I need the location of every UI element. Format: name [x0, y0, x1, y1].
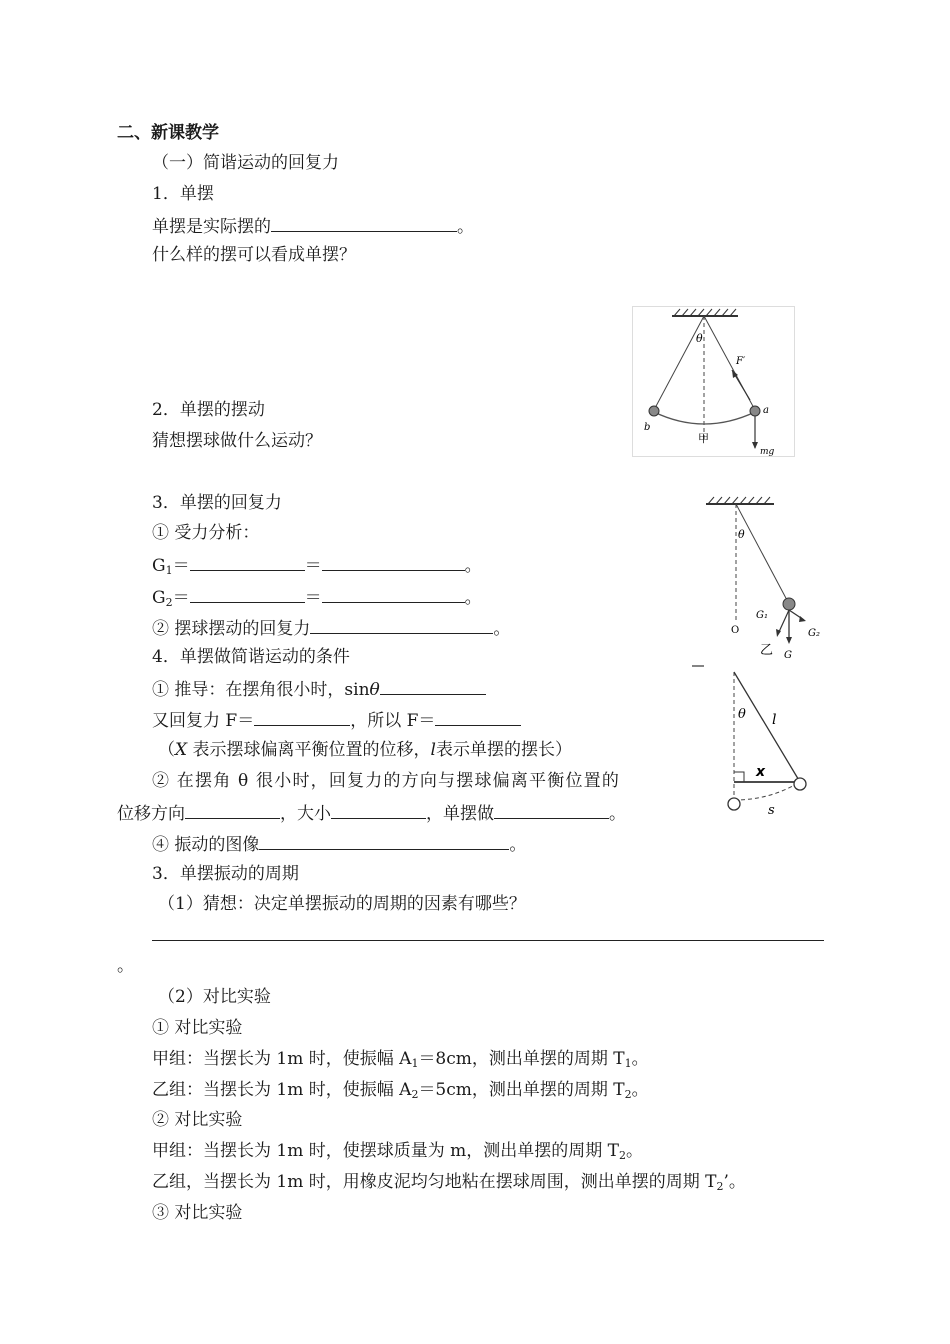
displaced-bob	[794, 778, 806, 790]
origin-label: O	[731, 625, 740, 636]
guess-end: 。	[117, 956, 134, 976]
g-label: G	[784, 650, 792, 661]
derivation-text: ① 推导：在摆角很小时，sin	[152, 680, 370, 700]
direction-line	[117, 801, 626, 825]
theta-label: θ	[738, 528, 745, 541]
equals-sign: ＝	[304, 556, 322, 576]
g2-label: G	[152, 588, 166, 608]
subscript: 1	[624, 1057, 632, 1070]
restore-blank-2[interactable]	[435, 708, 521, 726]
arc-label: s	[768, 803, 775, 818]
right-angle-mark	[734, 772, 744, 782]
note-x: X	[175, 740, 188, 760]
equals-sign: ＝	[172, 588, 190, 608]
g1-subscript: 1	[165, 564, 173, 577]
heading-period: 3．单摆振动的周期	[152, 864, 299, 884]
small-angle-line: ② 在摆角 θ 很小时，回复力的方向与摆球偏离平衡位置的	[152, 771, 621, 791]
section-title: 二、新课教学	[117, 123, 219, 143]
direction-text-a: 位移方向	[117, 804, 185, 824]
g1-blank-1[interactable]	[190, 553, 305, 571]
exp2-heading: ② 对比实验	[152, 1110, 243, 1130]
question-motion: 猜想摆球做什么运动？	[152, 431, 322, 451]
gravity-arrowhead	[752, 442, 758, 449]
guess-line: （1）猜想：决定单摆振动的周期的因素有哪些？	[158, 894, 526, 914]
restoring-text: ② 摆球摆动的回复力	[152, 619, 311, 639]
bob-a	[750, 406, 760, 416]
subscript: 2	[624, 1088, 632, 1101]
pendulum-swing-figure	[632, 306, 796, 458]
exp2-b-end: ’。	[723, 1172, 746, 1192]
exp1-group-a	[152, 1048, 649, 1070]
g2-label: G₂	[808, 628, 820, 639]
gravity-arrowhead	[786, 637, 792, 644]
graph-blank[interactable]	[259, 832, 509, 850]
exp1-b-mid: ＝5cm，测出单摆的周期 T	[418, 1080, 625, 1100]
point-b-label: b	[644, 422, 651, 433]
point-a-label: a	[763, 405, 769, 416]
string-left	[654, 316, 704, 410]
note-open: （	[158, 740, 175, 760]
question-simple-pendulum: 什么样的摆可以看成单摆？	[152, 245, 356, 265]
subscript: 2	[411, 1088, 419, 1101]
exp3-heading: ③ 对比实验	[152, 1203, 243, 1223]
theta-symbol: θ	[369, 680, 380, 700]
period: 。	[509, 835, 527, 855]
g1-label: G	[152, 556, 166, 576]
exp2-a-text: 甲组：当摆长为 1m 时，使摆球质量为 m，测出单摆的周期 T	[152, 1141, 620, 1161]
period: 。	[464, 556, 482, 576]
period: 。	[626, 1141, 644, 1161]
period: 。	[631, 1049, 649, 1069]
guess-blank[interactable]	[152, 940, 824, 941]
restore-blank-1[interactable]	[254, 708, 350, 726]
definition-line	[152, 214, 474, 238]
figure-label-yi: 乙	[760, 643, 774, 658]
restore-text-a: 又回复力 F＝	[152, 711, 255, 731]
g1-blank-2[interactable]	[322, 553, 465, 571]
figure-frame	[633, 307, 795, 457]
g2-subscript: 2	[165, 596, 173, 609]
x-label: x	[756, 764, 766, 780]
subscript: 1	[411, 1057, 419, 1070]
exp1-group-b	[152, 1079, 649, 1101]
exp1-b-text: 乙组：当摆长为 1m 时，使振幅 A	[152, 1080, 412, 1100]
bob-b	[649, 406, 659, 416]
restoring-line	[152, 616, 510, 640]
theta-label: θ	[696, 332, 703, 345]
heading-shm-condition: 4．单摆做简谐运动的条件	[152, 647, 350, 667]
note-end: 表示单摆的摆长）	[435, 740, 572, 760]
direction-blank[interactable]	[185, 801, 280, 819]
period: 。	[609, 804, 626, 824]
exp2-group-a	[152, 1140, 643, 1162]
g1-label: G₁	[756, 610, 768, 621]
force-analysis-label: ① 受力分析：	[152, 523, 260, 543]
length-label: l	[772, 712, 777, 728]
exp2-b-text: 乙组，当摆长为 1m 时，用橡皮泥均匀地粘在摆球周围，测出单摆的周期 T	[152, 1172, 717, 1192]
theta-label: θ	[738, 707, 746, 722]
compare-heading: （2）对比实验	[158, 987, 271, 1007]
note-mid: 表示摆球偏离平衡位置的位移，	[187, 740, 431, 760]
magnitude-blank[interactable]	[331, 801, 426, 819]
definition-end: 。	[457, 217, 474, 237]
g1-arrow	[778, 610, 789, 634]
subscript: 2	[619, 1149, 627, 1162]
force-decomposition-figure	[700, 492, 832, 664]
g2-arrowhead	[799, 616, 806, 622]
graph-line	[152, 832, 526, 856]
equals-sign: ＝	[304, 588, 322, 608]
heading-simple-pendulum: 1．单摆	[152, 184, 214, 204]
bob	[783, 598, 795, 610]
definition-blank[interactable]	[271, 214, 457, 232]
g1-line	[152, 553, 482, 577]
period: 。	[493, 619, 511, 639]
g2-line	[152, 585, 482, 609]
figure-label-jia: 甲	[698, 432, 709, 445]
graph-text: ④ 振动的图像	[152, 835, 260, 855]
restore-text-b: ，所以 F＝	[350, 711, 436, 731]
subsection-title: （一）简谐运动的回复力	[152, 153, 339, 173]
direction-text-c: ，单摆做	[426, 804, 494, 824]
equals-sign: ＝	[172, 556, 190, 576]
sin-blank[interactable]	[380, 677, 486, 695]
exp1-heading: ① 对比实验	[152, 1018, 243, 1038]
motion-blank[interactable]	[494, 801, 609, 819]
note-l: l	[430, 740, 436, 760]
heading-restoring-force: 3．单摆的回复力	[152, 493, 282, 513]
string	[736, 504, 788, 602]
exp1-a-mid: ＝8cm，测出单摆的周期 T	[418, 1049, 625, 1069]
equilibrium-bob	[728, 798, 740, 810]
restoring-blank[interactable]	[310, 616, 493, 634]
period: 。	[631, 1080, 649, 1100]
ceiling-hatch	[708, 497, 770, 504]
direction-text-b: ，大小	[280, 804, 331, 824]
definition-text: 单摆是实际摆的	[152, 217, 271, 237]
pendulum-string	[734, 672, 800, 782]
restore-force-line	[152, 708, 521, 732]
derivation-line	[152, 677, 486, 701]
exp2-group-b	[152, 1171, 746, 1193]
arc-s	[734, 782, 800, 800]
exp1-a-text: 甲组：当摆长为 1m 时，使振幅 A	[152, 1049, 412, 1069]
period: 。	[464, 588, 482, 608]
note-line	[158, 739, 572, 761]
heading-pendulum-motion: 2．单摆的摆动	[152, 400, 265, 420]
g2-blank-2[interactable]	[322, 585, 465, 603]
mg-label: mg	[760, 447, 775, 457]
displacement-geometry-figure	[690, 658, 840, 820]
tension-label: F′	[736, 356, 746, 367]
ceiling-hatch	[674, 309, 736, 316]
subscript: 2	[716, 1180, 724, 1193]
g2-blank-1[interactable]	[190, 585, 305, 603]
